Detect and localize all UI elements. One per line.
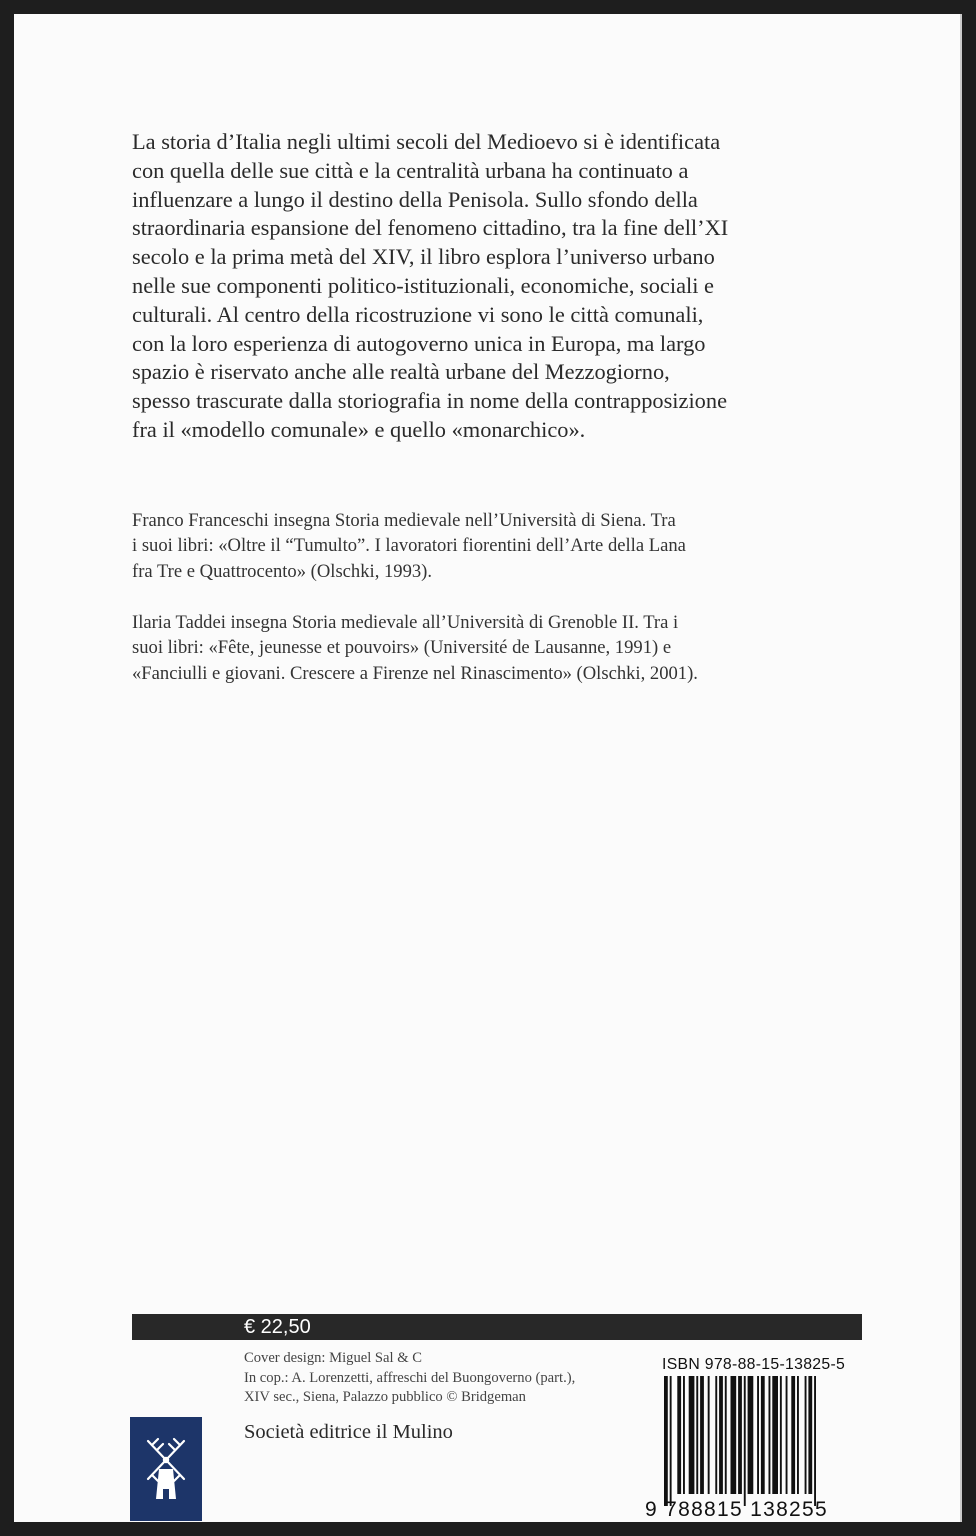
bio-line: suoi libri: «Fête, jeunesse et pouvoirs» (Université de Lausanne, 1991) e <box>132 637 672 659</box>
credit-line: In cop.: A. Lorenzetti, affreschi del Buongoverno (part.), <box>244 1369 576 1386</box>
description-line: fra il «modello comunale» e quello «monarchico». <box>132 416 586 442</box>
barcode-digits: 9 788815 138255 <box>645 1498 828 1521</box>
description-line: spesso trascurate dalla storiografia in nome della contrapposizione <box>132 388 728 414</box>
description-line: La storia d’Italia negli ultimi secoli del Medioevo si è identificata <box>132 129 721 154</box>
publisher-logo <box>130 1417 202 1521</box>
description-line: spazio è riservato anche alle realtà urbane del Mezzogiorno, <box>132 359 670 385</box>
book-description <box>132 128 872 445</box>
back-cover <box>14 14 962 1522</box>
author-bio-franceschi <box>132 508 882 584</box>
bio-line: fra Tre e Quattrocento» (Olschki, 1993). <box>132 560 433 582</box>
description-line: con quella delle sue città e la centralità urbana ha continuato a <box>132 157 689 183</box>
credit-line: XIV sec., Siena, Palazzo pubblico © Bridgeman <box>244 1389 526 1405</box>
credit-line: Cover design: Miguel Sal & C <box>244 1350 422 1366</box>
cover-credits <box>244 1349 664 1408</box>
bio-line: i suoi libri: «Oltre il “Tumulto”. I lavoratori fiorentini dell’Arte della Lana <box>132 535 686 557</box>
publisher-name: Società editrice il Mulino <box>244 1421 453 1443</box>
bio-line: Ilaria Taddei insegna Storia medievale all’Università di Grenoble II. Tra i <box>132 612 679 633</box>
description-line: culturali. Al centro della ricostruzione vi sono le città comunali, <box>132 301 704 327</box>
description-line: con la loro esperienza di autogoverno unica in Europa, ma largo <box>132 330 706 356</box>
barcode <box>664 1376 864 1506</box>
author-bio-taddei <box>132 610 882 686</box>
description-line: influenzare a lungo il destino della Penisola. Sullo sfondo della <box>132 186 698 212</box>
isbn-number: ISBN 978-88-15-13825-5 <box>662 1356 846 1373</box>
description-line: nelle sue componenti politico-istituzionali, economiche, sociali e <box>132 272 714 298</box>
price-label: € 22,50 <box>244 1316 311 1338</box>
description-line: secolo e la prima metà del XIV, il libro esplora l’universo urbano <box>132 244 715 270</box>
price-bar <box>132 1314 862 1340</box>
description-line: straordinaria espansione del fenomeno cittadino, tra la fine dell’XI <box>132 215 729 241</box>
bio-line: Franco Franceschi insegna Storia medievale nell’Università di Siena. Tra <box>132 510 676 531</box>
windmill-icon <box>130 1417 202 1521</box>
bio-line: «Fanciulli e giovani. Crescere a Firenze nel Rinascimento» (Olschki, 2001). <box>132 662 698 684</box>
